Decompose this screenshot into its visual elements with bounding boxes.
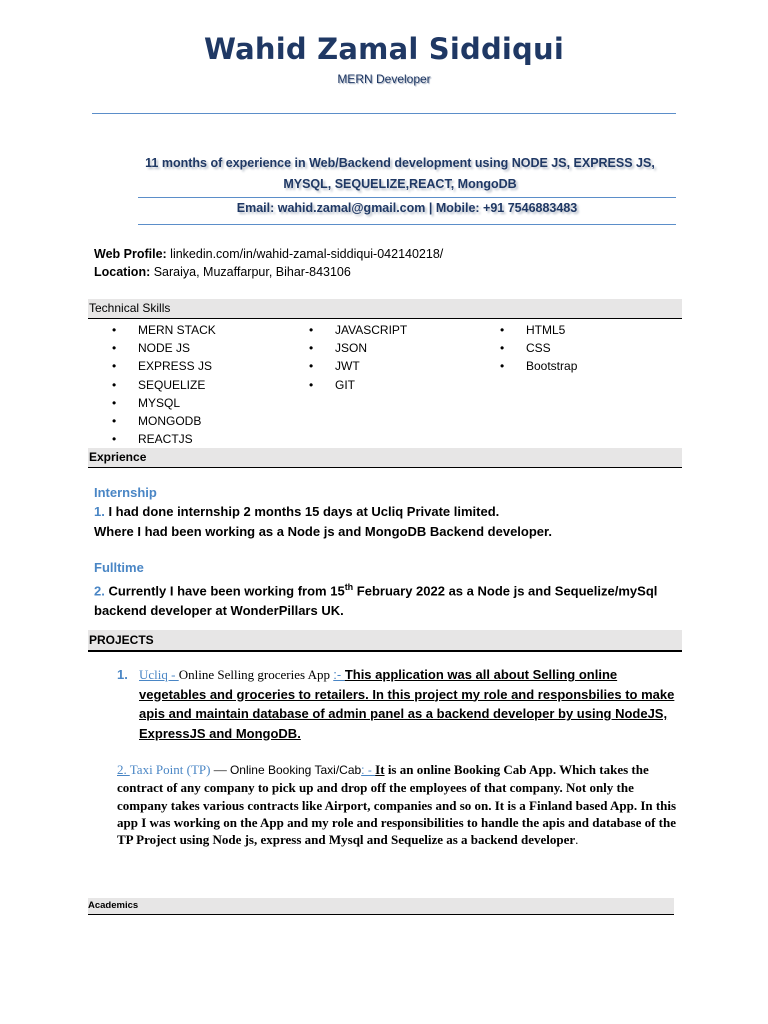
experience-title: Exprience xyxy=(89,450,147,464)
skill-item: • MYSQL xyxy=(112,394,216,412)
skill-item: • MERN STACK xyxy=(112,321,216,339)
fulltime-number: 2. xyxy=(94,583,105,599)
skill-item: • JSON xyxy=(309,339,407,357)
web-profile xyxy=(94,245,443,263)
project-1-separator: :- xyxy=(333,667,345,682)
skill-item: • Bootstrap xyxy=(500,357,577,375)
experience-heading xyxy=(88,448,682,468)
location xyxy=(94,263,443,281)
location-label: Location: xyxy=(94,265,151,279)
skills-column-2 xyxy=(309,321,407,394)
project-2 xyxy=(117,761,683,848)
project-1-description: This application was all about Selling online vegetables and groceries to retailers. In this project my role and responsbilies to make apis and maintain database of admin panel as a backend developer by using NodeJS, ExpressJS and MongoDB. xyxy=(139,667,675,741)
skill-item: • SEQUELIZE xyxy=(112,376,216,394)
fulltime-line-1a: Currently I have been working from 15 xyxy=(104,583,345,599)
internship-heading: Internship xyxy=(94,485,157,500)
project-2-name: Taxi Point (TP) xyxy=(129,762,211,777)
project-2-dash: — xyxy=(210,762,230,777)
fulltime-sup: th xyxy=(344,582,354,592)
project-1-name: Ucliq - xyxy=(139,667,179,682)
candidate-role: MERN Developer xyxy=(337,72,431,86)
location-value: Saraiya, Muzaffarpur, Bihar-843106 xyxy=(150,265,351,279)
technical-skills-title: Technical Skills xyxy=(89,301,171,315)
fulltime-line-2: backend developer at WonderPillars UK. xyxy=(94,602,344,618)
skill-item: • JAVASCRIPT xyxy=(309,321,407,339)
skill-item: • NODE JS xyxy=(112,339,216,357)
skill-item: • REACTJS xyxy=(112,430,216,448)
fulltime-line-1b: February 2022 as a Node js and Sequelize/mySql xyxy=(353,583,658,599)
experience-summary xyxy=(120,153,680,195)
internship-line-1: I had done internship 2 months 15 days at Ucliq Private limited. xyxy=(104,504,500,519)
project-2-end: . xyxy=(575,832,579,848)
skills-column-1 xyxy=(112,321,216,448)
internship-number: 1. xyxy=(94,504,105,519)
project-2-title: Online Booking Taxi/Cab xyxy=(229,763,362,777)
technical-skills-heading xyxy=(88,299,682,319)
summary-line-1: 11 months of experience in Web/Backend development using NODE JS, EXPRESS JS, xyxy=(145,156,655,170)
project-1-number: 1. xyxy=(117,667,128,682)
academics-title: Academics xyxy=(88,900,139,911)
skill-item: • JWT xyxy=(309,357,407,375)
project-1-title: Online Selling groceries App xyxy=(178,667,334,682)
contact-line: Email: wahid.zamal@gmail.com | Mobile: +91 7546883483 xyxy=(236,201,578,215)
fulltime-text xyxy=(94,578,657,620)
internship-text xyxy=(94,502,552,541)
skill-item: • MONGODB xyxy=(112,412,216,430)
header-divider xyxy=(92,113,676,114)
project-2-separator: : - xyxy=(361,763,376,777)
web-profile-link[interactable]: linkedin.com/in/wahid-zamal-siddiqui-042140218/ xyxy=(166,247,444,261)
project-2-number: 2. xyxy=(117,762,130,777)
summary-line-2: MYSQL, SEQUELIZE,REACT, MongoDB xyxy=(283,177,517,191)
contact-top-divider xyxy=(138,197,676,198)
academics-heading xyxy=(88,898,674,915)
skill-item: • EXPRESS JS xyxy=(112,357,216,375)
project-2-description: is an online Booking Cab App. Which takes the contract of any company to pick up and drop off the employees of that company. Not only the company takes various contracts like Airport, companies and so on. It is a Finland based App. In this app I was working on the App and my role and responsibilities to handle the apis and database of the TP Project using Node js, express and Mysql and Sequelize as a backend developer xyxy=(117,762,677,848)
profile-block xyxy=(94,245,443,281)
project-2-label xyxy=(117,762,210,777)
project-2-it: It xyxy=(375,762,385,777)
candidate-name: Wahid Zamal Siddiqui xyxy=(203,32,564,66)
projects-title: PROJECTS xyxy=(89,633,154,647)
contact-bottom-divider xyxy=(138,224,676,225)
web-profile-label: Web Profile: xyxy=(94,247,167,261)
projects-heading xyxy=(88,630,682,652)
skill-item: • GIT xyxy=(309,376,407,394)
skill-item: • CSS xyxy=(500,339,577,357)
fulltime-heading: Fulltime xyxy=(94,560,144,575)
internship-line-2: Where I had been working as a Node js and MongoDB Backend developer. xyxy=(94,523,552,539)
skills-column-3 xyxy=(500,321,577,376)
skill-item: • HTML5 xyxy=(500,321,577,339)
